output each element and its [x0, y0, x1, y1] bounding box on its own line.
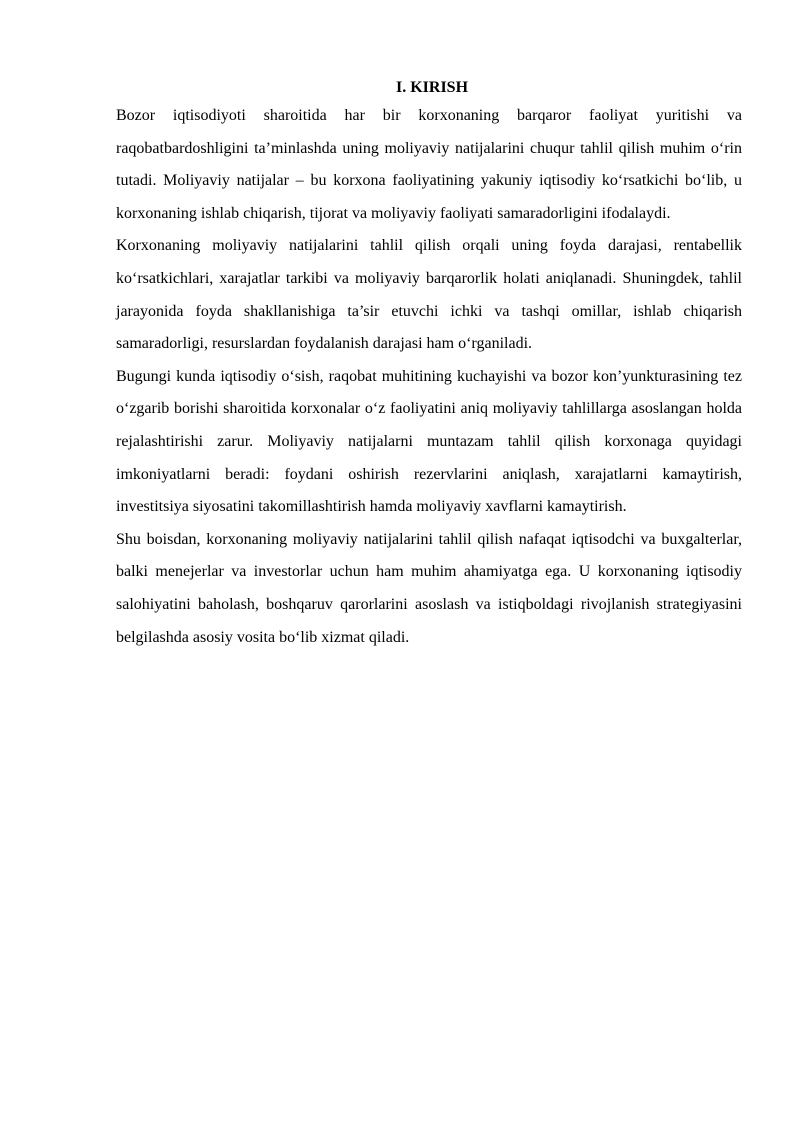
- paragraph-3: Bugungi kunda iqtisodiy o‘sish, raqobat muhitining kuchayishi va bozor kon’yunkturasining tez o‘zgarib borishi sharoitida korxonalar o‘z faoliyatini aniq moliyaviy tahlillarga asoslangan holda rejalashtirishi zarur. Moliyaviy natijalarni muntazam tahlil qilish korxonaga quyidagi imkoniyatlarni beradi: foydani oshirish rezervlarini aniqlash, xarajatlarni kamaytirish, investitsiya siyosatini takomillashtirish hamda moliyaviy xavflarni kamaytirish.: [116, 367, 742, 516]
- paragraph-4: Shu boisdan, korxonaning moliyaviy natijalarini tahlil qilish nafaqat iqtisodchi va buxgalterlar, balki menejerlar va investorlar uchun ham muhim ahamiyatga ega. U korxonaning iqtisodiy salohiyatini baholash, boshqaruv qarorlarini asoslash va istiqboldagi rivojlanish strategiyasini belgilashda asosiy vosita bo‘lib xizmat qiladi.: [116, 530, 742, 646]
- document-page: [116, 76, 742, 654]
- paragraph-1: Bozor iqtisodiyoti sharoitida har bir korxonaning barqaror faoliyat yuritishi va raqobatbardoshligini ta’minlashda uning moliyaviy natijalarini chuqur tahlil qilish muhim o‘rin tutadi. Moliyaviy natijalar – bu korxona faoliyatining yakuniy iqtisodiy ko‘rsatkichi bo‘lib, u korxonaning ishlab chiqarish, tijorat va moliyaviy faoliyati samaradorligini ifodalaydi.: [116, 107, 742, 222]
- paragraph-2: Korxonaning moliyaviy natijalarini tahlil qilish orqali uning foyda darajasi, rentabellik ko‘rsatkichlari, xarajatlar tarkibi va moliyaviy barqarorlik holati aniqlanadi. Shuningdek, tahlil jarayonida foyda shakllanishiga ta’sir etuvchi ichki va tashqi omillar, ishlab chiqarish samaradorligi, resurslardan foydalanish darajasi ham o‘rganiladi.: [116, 237, 742, 353]
- section-title: I. KIRISH: [395, 79, 469, 96]
